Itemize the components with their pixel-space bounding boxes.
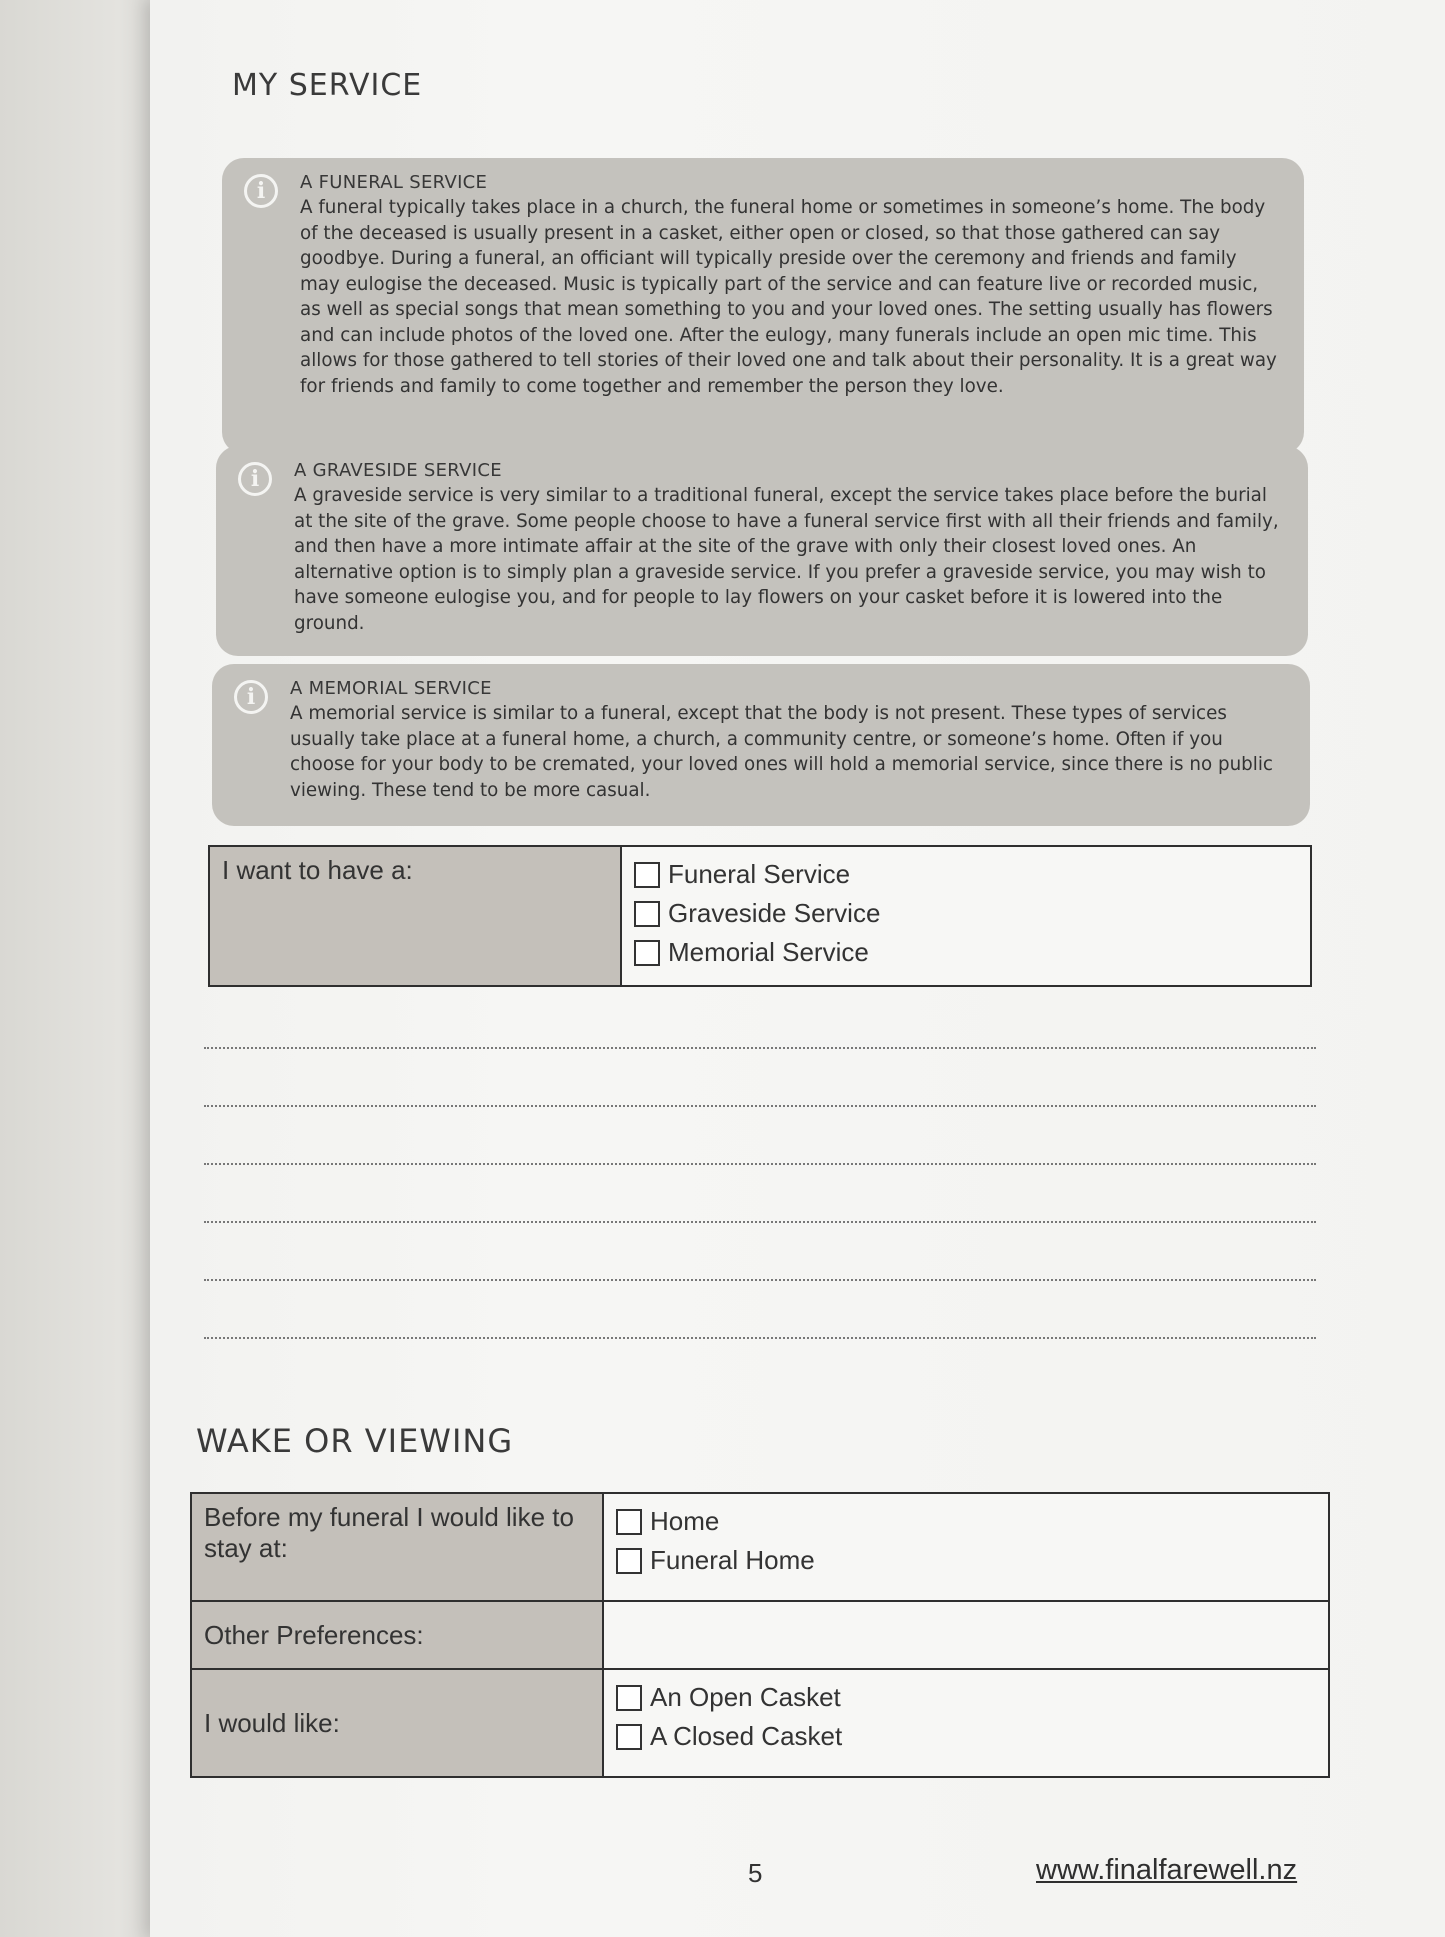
table-row	[191, 1493, 1329, 1601]
info-icon: i	[234, 680, 268, 714]
facing-page-edge	[0, 0, 170, 1937]
document-page	[150, 0, 1445, 1937]
info-card-title: A MEMORIAL SERVICE	[290, 678, 492, 699]
option-memorial-service[interactable]	[634, 933, 1298, 972]
option-open-casket[interactable]	[616, 1678, 1316, 1717]
checkbox[interactable]	[634, 862, 660, 888]
table-row	[209, 846, 1311, 986]
option-label: Funeral Service	[668, 859, 851, 889]
service-choice-label: I want to have a:	[209, 846, 621, 986]
option-label: A Closed Casket	[650, 1721, 843, 1751]
option-label: Memorial Service	[668, 937, 869, 967]
table-row	[191, 1669, 1329, 1777]
option-label: Funeral Home	[650, 1545, 815, 1575]
option-home[interactable]	[616, 1502, 1316, 1541]
option-closed-casket[interactable]	[616, 1717, 1316, 1756]
casket-options	[603, 1669, 1329, 1777]
info-card-memorial	[212, 664, 1310, 826]
option-funeral-home[interactable]	[616, 1541, 1316, 1580]
wake-table	[190, 1492, 1330, 1778]
other-preferences-field[interactable]	[603, 1601, 1329, 1669]
checkbox[interactable]	[616, 1724, 642, 1750]
writing-line[interactable]	[204, 1163, 1316, 1165]
option-graveside-service[interactable]	[634, 894, 1298, 933]
info-card-text: A funeral typically takes place in a church, the funeral home or sometimes in someone’s home. The body of the deceased is usually present in a casket, either open or closed, so that those gathered can say goodbye. During a funeral, an officiant will typically preside over the ceremony and friends and family may eulogise the deceased. Music is typically part of the service and can feature live or recorded music, as well as special songs that mean something to you and your loved ones. The setting usually has flowers and can include photos of the loved one. After the eulogy, many funerals include an open mic time. This allows for those gathered to tell stories of their loved one and talk about their personality. It is a great way for friends and family to come together and remember the person they love.	[300, 197, 1277, 397]
info-card-text: A memorial service is similar to a funeral, except that the body is not present. These types of services usually take place at a funeral home, a church, a community centre, or someone’s home. Often if you choose for your body to be cremated, your loved ones will hold a memorial service, since there is no public viewing. These tend to be more casual.	[290, 703, 1273, 801]
writing-line[interactable]	[204, 1279, 1316, 1281]
option-funeral-service[interactable]	[634, 855, 1298, 894]
info-card-text: A graveside service is very similar to a traditional funeral, except the service takes place before the burial at the site of the grave. Some people choose to have a funeral service first with all their friends and family, and then have a more intimate affair at the site of the grave with only their closest loved ones. An alternative option is to simply plan a graveside service. If you prefer a graveside service, you may wish to have someone eulogise you, and for people to lay flowers on your casket before it is lowered into the ground.	[294, 485, 1279, 634]
option-label: An Open Casket	[650, 1682, 841, 1712]
option-label: Graveside Service	[668, 898, 881, 928]
page-number: 5	[748, 1858, 763, 1888]
writing-line[interactable]	[204, 1047, 1316, 1049]
info-icon: i	[238, 462, 272, 496]
writing-line[interactable]	[204, 1105, 1316, 1107]
stay-at-options	[603, 1493, 1329, 1601]
other-preferences-label: Other Preferences:	[191, 1601, 603, 1669]
info-card-title: A FUNERAL SERVICE	[300, 172, 488, 193]
option-label: Home	[650, 1506, 720, 1536]
checkbox[interactable]	[634, 901, 660, 927]
stay-at-label: Before my funeral I would like to stay at:	[191, 1493, 603, 1601]
casket-label: I would like:	[191, 1669, 603, 1777]
checkbox[interactable]	[616, 1685, 642, 1711]
info-card-graveside	[216, 446, 1308, 656]
website-link[interactable]: www.finalfarewell.nz	[1036, 1854, 1298, 1886]
checkbox[interactable]	[634, 940, 660, 966]
checkbox[interactable]	[616, 1548, 642, 1574]
writing-line[interactable]	[204, 1337, 1316, 1339]
info-icon: i	[244, 174, 278, 208]
section-heading-wake: WAKE OR VIEWING	[196, 1422, 514, 1460]
table-row	[191, 1601, 1329, 1669]
section-heading-my-service: MY SERVICE	[232, 68, 423, 103]
info-card-title: A GRAVESIDE SERVICE	[294, 460, 502, 481]
info-card-funeral	[222, 158, 1304, 454]
service-choice-table	[208, 845, 1312, 987]
service-choice-options	[621, 846, 1311, 986]
writing-line[interactable]	[204, 1221, 1316, 1223]
checkbox[interactable]	[616, 1509, 642, 1535]
